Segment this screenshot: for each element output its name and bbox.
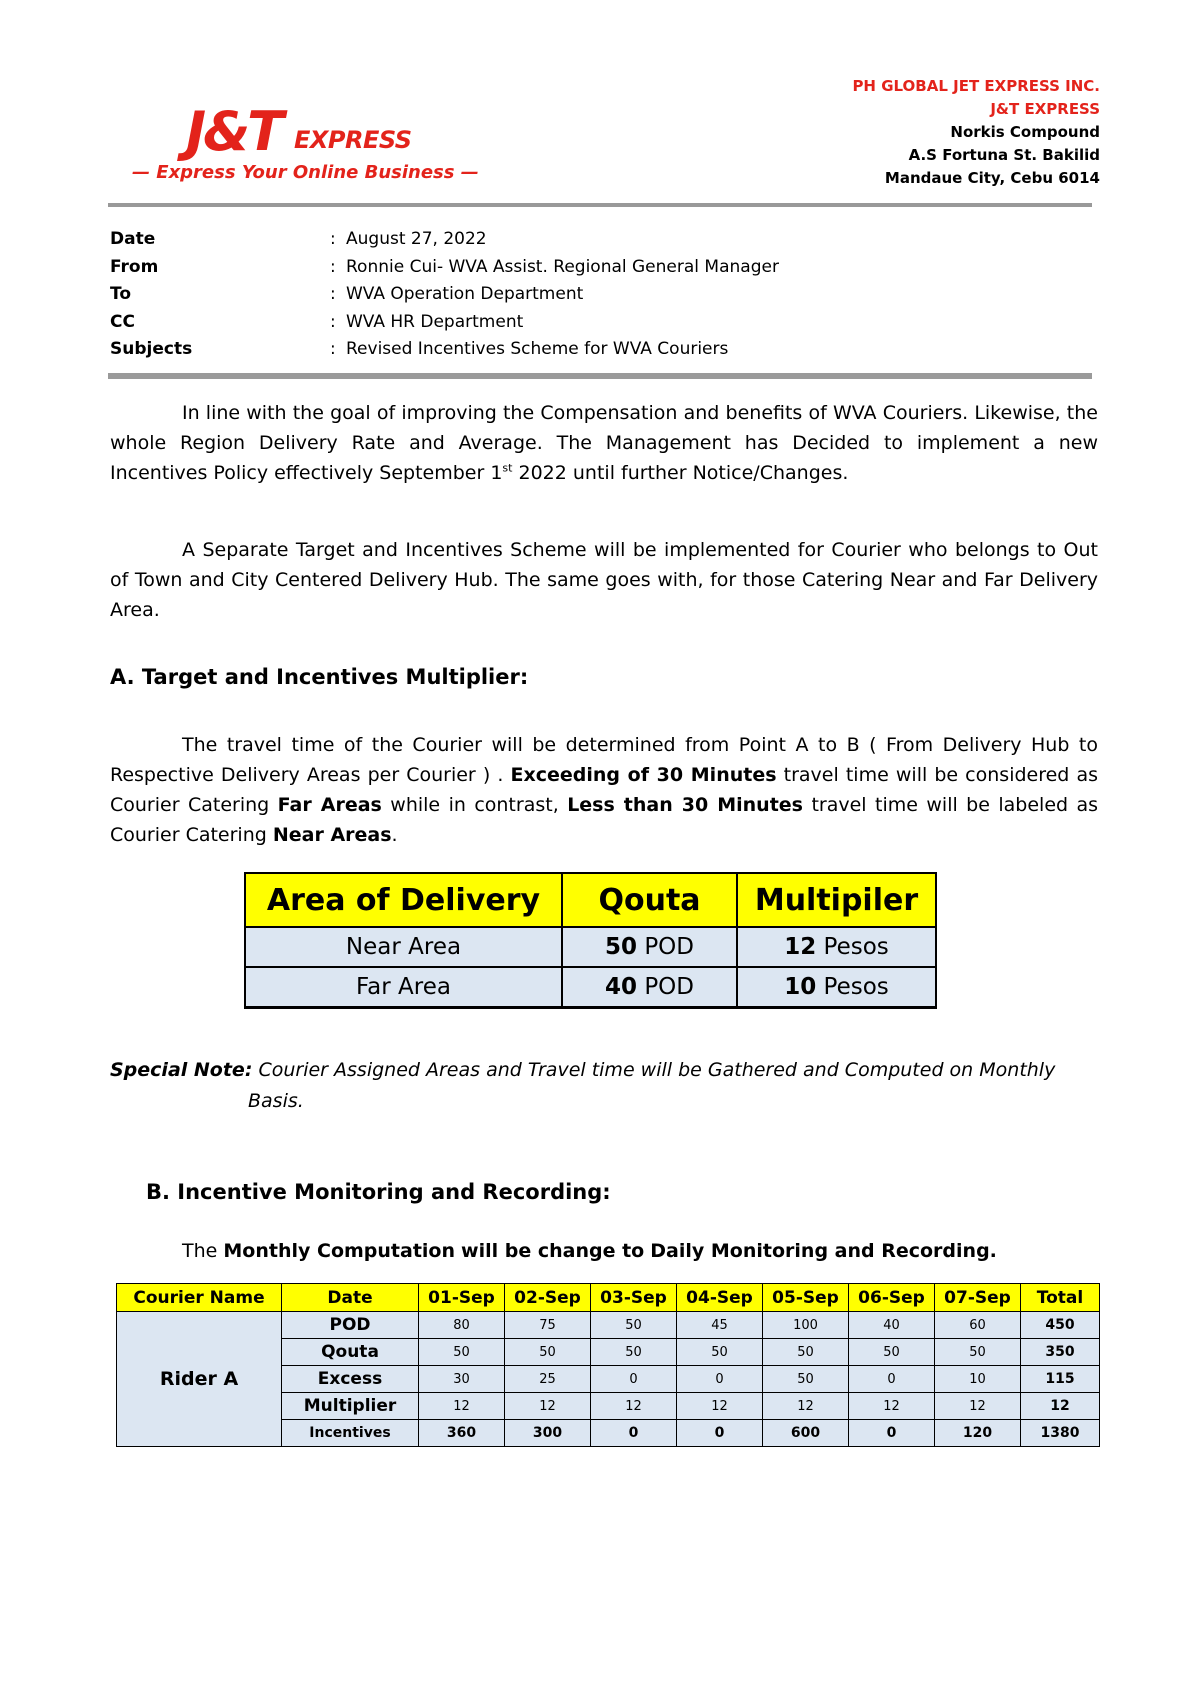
quota-cell [562,927,737,967]
value-cell: 0 [677,1420,763,1447]
value-cell: 120 [935,1420,1021,1447]
quota-unit: POD [644,974,694,1000]
courier-name-cell: Rider A [117,1312,282,1447]
value-cell: 0 [591,1420,677,1447]
text-run: travel time will be labeled as Courier Catering [110,794,1099,846]
value-cell: 100 [763,1312,849,1339]
value-cell: 12 [677,1393,763,1420]
area-cell: Near Area [245,927,562,967]
special-note [110,1055,1100,1117]
address-line: Norkis Compound [950,123,1100,141]
multiplier-cell [737,967,936,1008]
table-row [245,927,936,967]
table-header-row [117,1284,1100,1312]
memo-row-from [110,254,779,282]
jt-express-logo [128,100,478,200]
value-cell: 300 [505,1420,591,1447]
table-row [117,1312,1100,1339]
column-header: 03-Sep [591,1284,677,1312]
company-address-block [852,75,1100,190]
note-text-continued: Basis. [248,1090,304,1112]
quota-cell [562,967,737,1008]
column-header: 07-Sep [935,1284,1021,1312]
multiplier-number: 12 [784,934,817,960]
note-label: Special Note: [110,1059,253,1081]
row-label: Excess [282,1366,419,1393]
memo-colon: : [330,339,336,359]
header-divider [108,203,1092,207]
value-cell: 50 [763,1366,849,1393]
value-cell: 12 [505,1393,591,1420]
intro-paragraph [110,398,1098,488]
multiplier-cell [737,927,936,967]
value-cell: 12 [935,1393,1021,1420]
value-cell: 50 [591,1312,677,1339]
value-cell: 0 [849,1420,935,1447]
column-header: Area of Delivery [245,873,562,927]
memo-key: To [110,284,132,304]
memo-row-cc [110,309,779,337]
column-header: Multipiler [737,873,936,927]
text-run: . [391,824,398,846]
quota-number: 40 [604,974,637,1000]
memo-colon: : [330,311,336,332]
total-cell: 350 [1021,1339,1100,1366]
monitoring-paragraph [182,1236,1082,1266]
travel-time-paragraph [110,730,1098,850]
row-label: Qouta [282,1339,419,1366]
section-a-heading: A. Target and Incentives Multiplier: [110,665,529,689]
company-name: PH GLOBAL JET EXPRESS INC. [852,77,1100,95]
memo-header [110,226,779,364]
memo-row-subjects [110,336,779,364]
memo-value: WVA HR Department [346,311,524,332]
table-row [245,967,936,1008]
column-header: 04-Sep [677,1284,763,1312]
note-line [110,1055,1100,1086]
column-header: 02-Sep [505,1284,591,1312]
quota-unit: POD [644,934,694,960]
memo-colon: : [330,284,336,304]
value-cell: 360 [419,1420,505,1447]
quota-multiplier-table [244,872,937,1009]
column-header: 05-Sep [763,1284,849,1312]
scheme-paragraph: A Separate Target and Incentives Scheme will be implemented for Courier who belongs to Out of Town and City Centered Delivery Hub. The same goes with, for those Catering Near and Far Delivery Area. [110,539,1098,621]
company-brand: J&T EXPRESS [990,100,1100,118]
total-cell: 450 [1021,1312,1100,1339]
text-run: travel time will be considered as Courier Catering [110,764,1099,816]
value-cell: 40 [849,1312,935,1339]
memo-value: Revised Incentives Scheme for WVA Couriers [346,339,729,359]
address-line: A.S Fortuna St. Bakilid [908,146,1100,164]
row-label: POD [282,1312,419,1339]
memo-key: From [110,256,159,277]
intro-text: In line with the goal of improving the Compensation and benefits of WVA Couriers. Likewise, the whole Region Delivery Rate and Average. The Management has Decided to implement a new Incentives Policy effectively September 1 [110,402,1098,484]
memo-key: Subjects [110,339,193,359]
value-cell: 50 [677,1339,763,1366]
memo-value: Ronnie Cui- WVA Assist. Regional General Manager [346,256,779,277]
incentive-monitoring-table [116,1283,1100,1447]
value-cell: 50 [419,1339,505,1366]
table-header-row [245,873,936,927]
multiplier-unit: Pesos [823,934,889,960]
multiplier-unit: Pesos [823,974,889,1000]
area-cell: Far Area [245,967,562,1008]
bold-run: Near Areas [272,824,392,846]
bold-run: will be change to [461,1240,645,1262]
value-cell: 0 [677,1366,763,1393]
text-run: The travel time of the Courier will be determined from Point A to B ( From Delivery Hub to Respective Delivery Areas per Courier ) . [110,734,1098,786]
memo-value: August 27, 2022 [346,229,487,249]
value-cell: 30 [419,1366,505,1393]
text-run: while in contrast, [390,794,559,816]
value-cell: 12 [849,1393,935,1420]
memo-row-to [110,281,779,309]
value-cell: 0 [849,1366,935,1393]
total-cell: 1380 [1021,1420,1100,1447]
total-cell: 12 [1021,1393,1100,1420]
bold-run: Exceeding of 30 Minutes [510,764,777,786]
logo-tagline: — Express Your Online Business — [132,162,479,183]
value-cell: 12 [763,1393,849,1420]
column-header: Courier Name [117,1284,282,1312]
memo-colon: : [330,229,336,249]
value-cell: 50 [849,1339,935,1366]
value-cell: 75 [505,1312,591,1339]
quota-number: 50 [604,934,637,960]
multiplier-number: 10 [784,974,817,1000]
logo-brand-suffix: EXPRESS [294,126,412,154]
row-label: Multiplier [282,1393,419,1420]
memo-divider [108,373,1092,379]
value-cell: 50 [935,1339,1021,1366]
section-b-heading: B. Incentive Monitoring and Recording: [146,1180,611,1204]
memo-value: WVA Operation Department [346,284,584,304]
text-run: The [182,1240,218,1262]
row-label: Incentives [282,1420,419,1447]
column-header: 06-Sep [849,1284,935,1312]
column-header: Qouta [562,873,737,927]
value-cell: 50 [591,1339,677,1366]
value-cell: 12 [591,1393,677,1420]
bold-run: Daily Monitoring and Recording. [650,1240,997,1262]
column-header: Total [1021,1284,1100,1312]
value-cell: 25 [505,1366,591,1393]
memo-key: Date [110,229,156,249]
intro-text-end: 2022 until further Notice/Changes. [512,462,849,484]
ordinal-suffix: st [502,461,513,475]
column-header: Date [282,1284,419,1312]
value-cell: 12 [419,1393,505,1420]
logo-brand: J&T [186,100,282,163]
column-header: 01-Sep [419,1284,505,1312]
memo-colon: : [330,256,336,277]
value-cell: 60 [935,1312,1021,1339]
memo-key: CC [110,311,135,332]
bold-run: Less than 30 Minutes [567,794,803,816]
value-cell: 50 [763,1339,849,1366]
memo-row-date [110,226,779,254]
value-cell: 80 [419,1312,505,1339]
value-cell: 10 [935,1366,1021,1393]
value-cell: 45 [677,1312,763,1339]
address-line: Mandaue City, Cebu 6014 [884,169,1100,187]
value-cell: 50 [505,1339,591,1366]
value-cell: 600 [763,1420,849,1447]
bold-run: Monthly Computation [223,1240,455,1262]
bold-run: Far Areas [277,794,382,816]
note-text: Courier Assigned Areas and Travel time will be Gathered and Computed on Monthly [258,1059,1056,1081]
total-cell: 115 [1021,1366,1100,1393]
value-cell: 0 [591,1366,677,1393]
